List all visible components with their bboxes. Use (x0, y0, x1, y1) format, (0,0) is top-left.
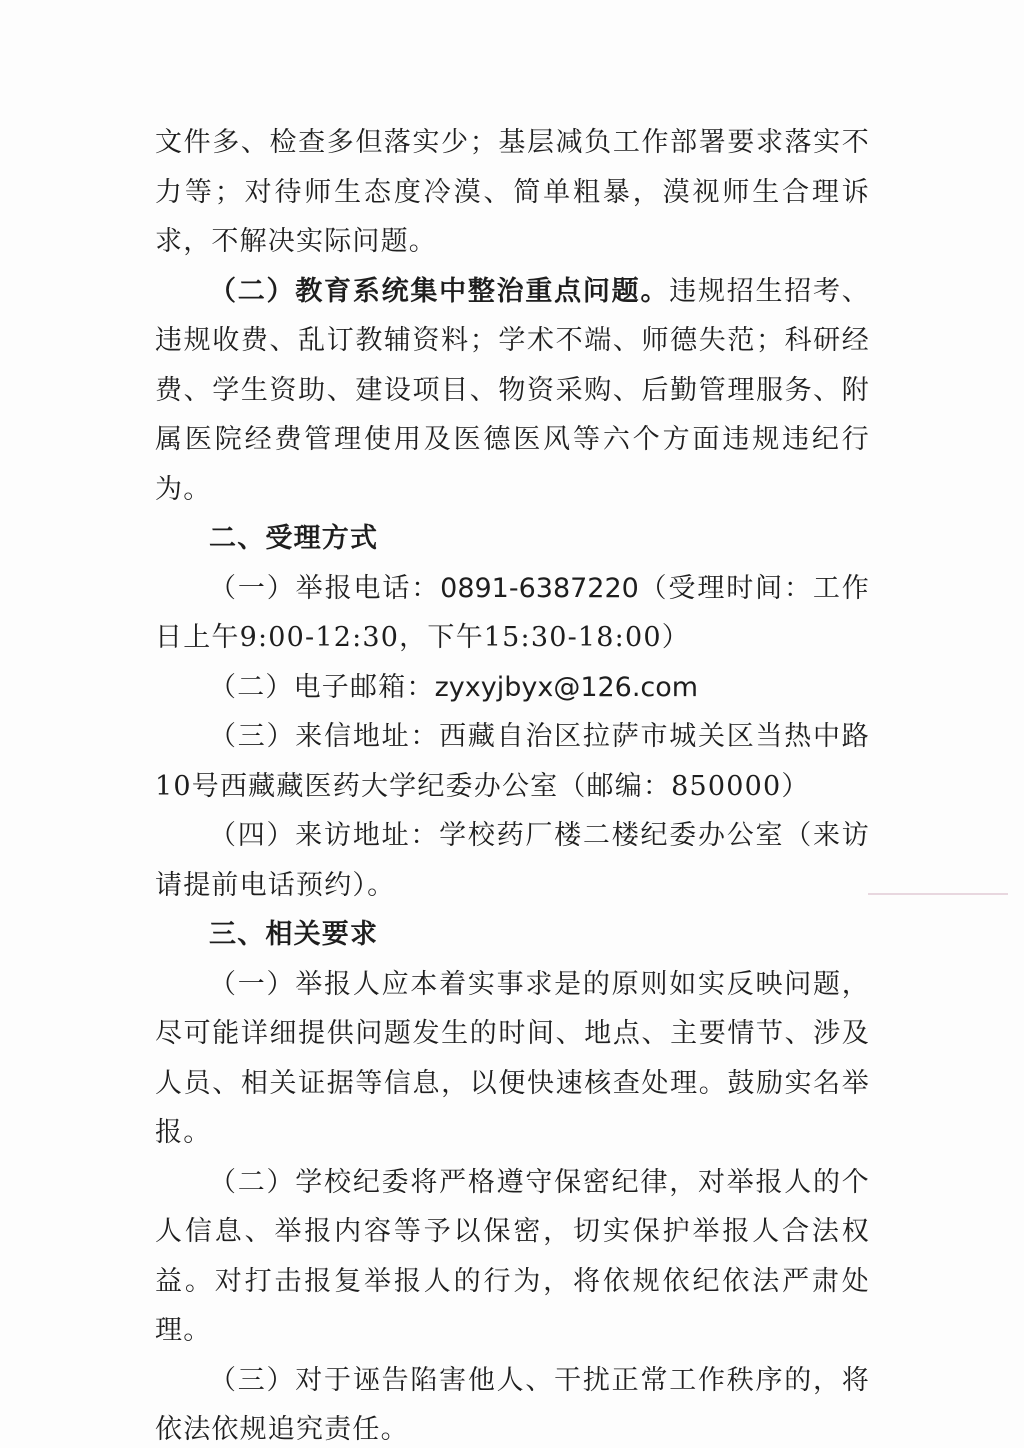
phone-paragraph (155, 564, 870, 663)
mail-address: 西藏自治区拉萨市城关区当热中路10号西藏藏医药大学纪委办公室（邮编：850000） (155, 721, 870, 802)
phone-label: （一）举报电话： (209, 572, 441, 604)
focus-issues-paragraph (155, 267, 870, 515)
mail-address-paragraph (155, 712, 870, 811)
scan-artifact-line (868, 893, 1008, 895)
mail-label: （三）来信地址： (209, 721, 440, 752)
requirement-item: （一）举报人应本着实事求是的原则如实反映问题，尽可能详细提供问题发生的时间、地点、主要情节、涉及人员、相关证据等信息，以便快速核查处理。鼓励实名举报。 (155, 968, 870, 1148)
visit-address-paragraph (155, 811, 870, 910)
email-address: zyxyjbyx@126.com (434, 671, 699, 703)
visit-label: （四）来访地址： (209, 820, 440, 851)
focus-issues-text: 违规招生招考、违规收费、乱订教辅资料；学术不端、师德失范；科研经费、学生资助、建设项目、物资采购、后勤管理服务、附属医院经费管理使用及医德医风等六个方面违规违纪行为。 (155, 275, 870, 505)
visit-address: 学校药厂楼二楼纪委办公室（来访请提前电话预约）。 (155, 820, 870, 901)
phone-hours: （受理时间：工作日上午9:00-12:30，下午15:30-18:00） (155, 572, 870, 653)
section-heading-requirements: 三、相关要求 (209, 919, 379, 950)
email-label: （二）电子邮箱： (209, 671, 435, 703)
document-body (155, 118, 870, 1455)
phone-number: 0891-6387220 (440, 572, 639, 604)
continued-paragraph: 文件多、检查多但落实少；基层减负工作部署要求落实不力等；对待师生态度冷漠、简单粗暴，漠视师生合理诉求，不解决实际问题。 (155, 127, 870, 257)
section-heading-acceptance: 二、受理方式 (209, 523, 379, 554)
email-paragraph (155, 663, 870, 713)
focus-issues-lead: （二）教育系统集中整治重点问题。 (209, 275, 670, 307)
requirement-item: （三）对于诬告陷害他人、干扰正常工作秩序的，将依法依规追究责任。 (155, 1364, 870, 1445)
requirement-item: （二）学校纪委将严格遵守保密纪律，对举报人的个人信息、举报内容等予以保密，切实保护举报人合法权益。对打击报复举报人的行为，将依规依纪依法严肃处理。 (155, 1166, 870, 1346)
